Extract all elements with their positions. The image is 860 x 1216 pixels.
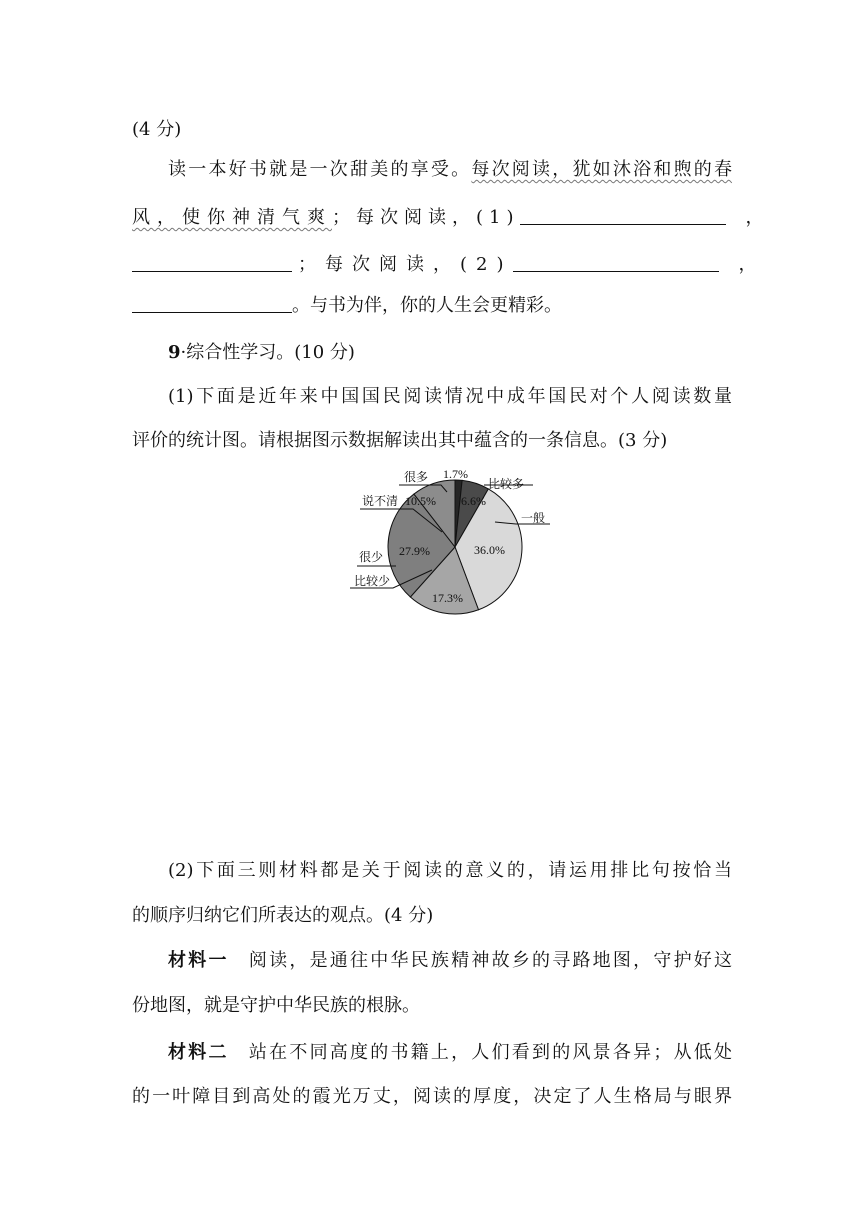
pie-label-比较少: 比较少 (354, 574, 391, 588)
answer-blank-1b[interactable] (132, 253, 292, 272)
answer-blank-1a[interactable] (520, 206, 726, 225)
pie-value-一般: 36.0% (474, 543, 505, 557)
passage-line-2: 风，使你神清气爽；每次阅读，(1) ， (132, 207, 764, 228)
answer-blank-2a[interactable] (513, 253, 719, 272)
pie-label-很少: 很少 (359, 550, 384, 564)
pie-value-很多: 1.7% (443, 467, 468, 481)
pie-value-比较少: 17.3% (432, 591, 463, 605)
pie-chart (0, 460, 860, 660)
pie-value-比较多: 6.6% (461, 494, 486, 508)
pie-label-一般: 一般 (521, 511, 546, 525)
answer-blank-2b[interactable] (132, 294, 292, 313)
material-1-line-1: 材料一 阅读，是通往中华民族精神故乡的寻路地图，守护好这 (168, 950, 733, 971)
pie-value-说不清: 10.5% (405, 494, 436, 508)
pie-value-很少: 27.9% (399, 544, 430, 558)
pie-label-说不清: 说不清 (362, 494, 399, 508)
passage-line-1: 读一本好书就是一次甜美的享受。每次阅读，犹如沐浴和煦的春 (168, 159, 733, 180)
material-2-line-2: 的一叶障目到高处的霞光万丈，阅读的厚度，决定了人生格局与眼界 (132, 1086, 732, 1107)
question-9-2-line-2: 的顺序归纳它们所表达的观点。(4 分) (132, 905, 434, 926)
pie-label-比较多: 比较多 (488, 477, 525, 491)
passage-line-3: ；每次阅读，(2) ， (132, 253, 732, 277)
question-9-1-line-2: 评价的统计图。请根据图示数据解读出其中蕴含的一条信息。(3 分) (132, 430, 668, 451)
question-9-1-line-1: (1)下面是近年来中国国民阅读情况中成年国民对个人阅读数量 (168, 386, 732, 407)
question-9-title: 9·综合性学习。(10 分) (168, 342, 355, 363)
score-line: (4 分) (132, 119, 182, 140)
passage-line-4: 。与书为伴，你的人生会更精彩。 (132, 294, 732, 318)
pie-label-很多: 很多 (404, 470, 429, 484)
material-2-line-1: 材料二 站在不同高度的书籍上，人们看到的风景各异；从低处 (168, 1042, 733, 1063)
material-1-line-2: 份地图，就是守护中华民族的根脉。 (132, 995, 420, 1016)
question-9-2-line-1: (2)下面三则材料都是关于阅读的意义的，请运用排比句按恰当 (168, 860, 732, 881)
